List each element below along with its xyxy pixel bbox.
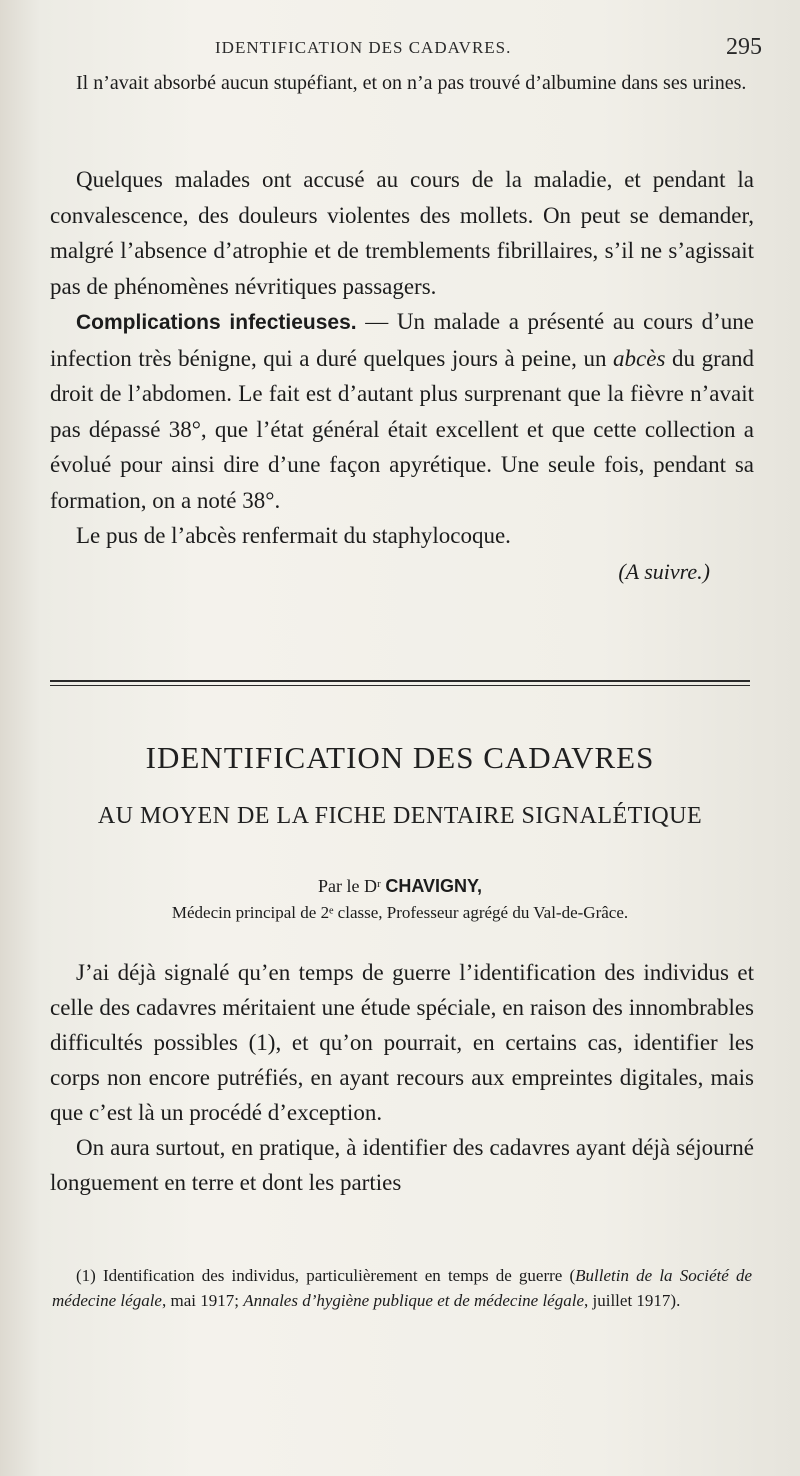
footnote [52, 1263, 752, 1313]
paragraph-douleurs: Quelques malades ont accusé au cours de la maladie, et pendant la convalescence, des douleurs violentes des mollets. On peut se demander, malgré l’absence d’atrophie et de tremblements fibrillaires, s’il ne s’agissait pas de phénomènes névritiques passagers. [50, 167, 754, 299]
article-subtitle: AU MOYEN DE LA FICHE DENTAIRE SIGNALÉTIQUE [97, 803, 703, 829]
complications-text-b: du grand droit de l’abdomen. Le fait est d’autant plus surprenant que la fièvre n’avait pas dépassé 38°, que l’état général était excellent et que cette collection a évolué pour ainsi dire d’une façon apyrétique. Une seule fois, pendant sa formation, on a noté 38°. [50, 345, 754, 513]
article-paragraph-1: J’ai déjà signalé qu’en temps de guerre l’identification des individus et celle des cadavres méritaient une étude spéciale, en raison des innombrables difficultés possibles (1), et qu’on pourrait, en certains cas, identifier les corps non encore putréfiés, en ayant recours aux empreintes digitales, mais que c’est là un procédé d’exception. [50, 960, 754, 1125]
footnote-italic-2: Annales d’hygiène publique et de médecine légale [243, 1291, 585, 1310]
complications-heading: Complications infectieuses. [76, 311, 357, 334]
footnote-text-b: , mai 1917; [161, 1291, 244, 1310]
complications-italic: abcès [613, 345, 666, 371]
to-be-continued: (A suivre.) [618, 558, 710, 584]
footnote-text-c: , juillet 1917). [584, 1291, 681, 1310]
author-name: CHAVIGNY, [385, 876, 483, 896]
continued-text-top [50, 68, 754, 98]
footnote-italic-1: Bulletin de la Société de médecine légale [52, 1266, 752, 1310]
divider-rule-thin [50, 685, 750, 686]
paragraph-staphylocoque: Le pus de l’abcès renfermait du staphylocoque. [76, 523, 511, 548]
author-affiliation: Médecin principal de 2ᵉ classe, Professeur agrégé du Val-de-Grâce. [171, 903, 629, 922]
article-paragraph-2: On aura surtout, en pratique, à identifier des cadavres ayant déjà séjourné longuement en terre et dont les parties [50, 1135, 754, 1195]
page-header [50, 36, 762, 64]
complications-text-a: — Un malade a présenté au cours d’une infection très bénigne, qui a duré quelques jours à peine, un [50, 309, 754, 371]
section-divider [50, 680, 750, 689]
divider-rule-thick [50, 680, 750, 682]
article-title: IDENTIFICATION DES CADAVRES [145, 740, 655, 775]
page-number: 295 [726, 34, 762, 60]
article-body [50, 955, 754, 1200]
footnote-text-a: (1) Identification des individus, particulièrement en temps de guerre ( [76, 1266, 576, 1285]
running-title: IDENTIFICATION DES CADAVRES. [215, 38, 512, 57]
footnote-paragraph [52, 1263, 752, 1313]
paragraph-urine: Il n’avait absorbé aucun stupéfiant, et on n’a pas trouvé d’albumine dans ses urines. [76, 72, 747, 94]
continued-text-main [50, 162, 754, 589]
byline-prefix: Par le Dʳ [317, 876, 381, 896]
paragraph-complications [50, 304, 754, 518]
byline [0, 876, 800, 897]
